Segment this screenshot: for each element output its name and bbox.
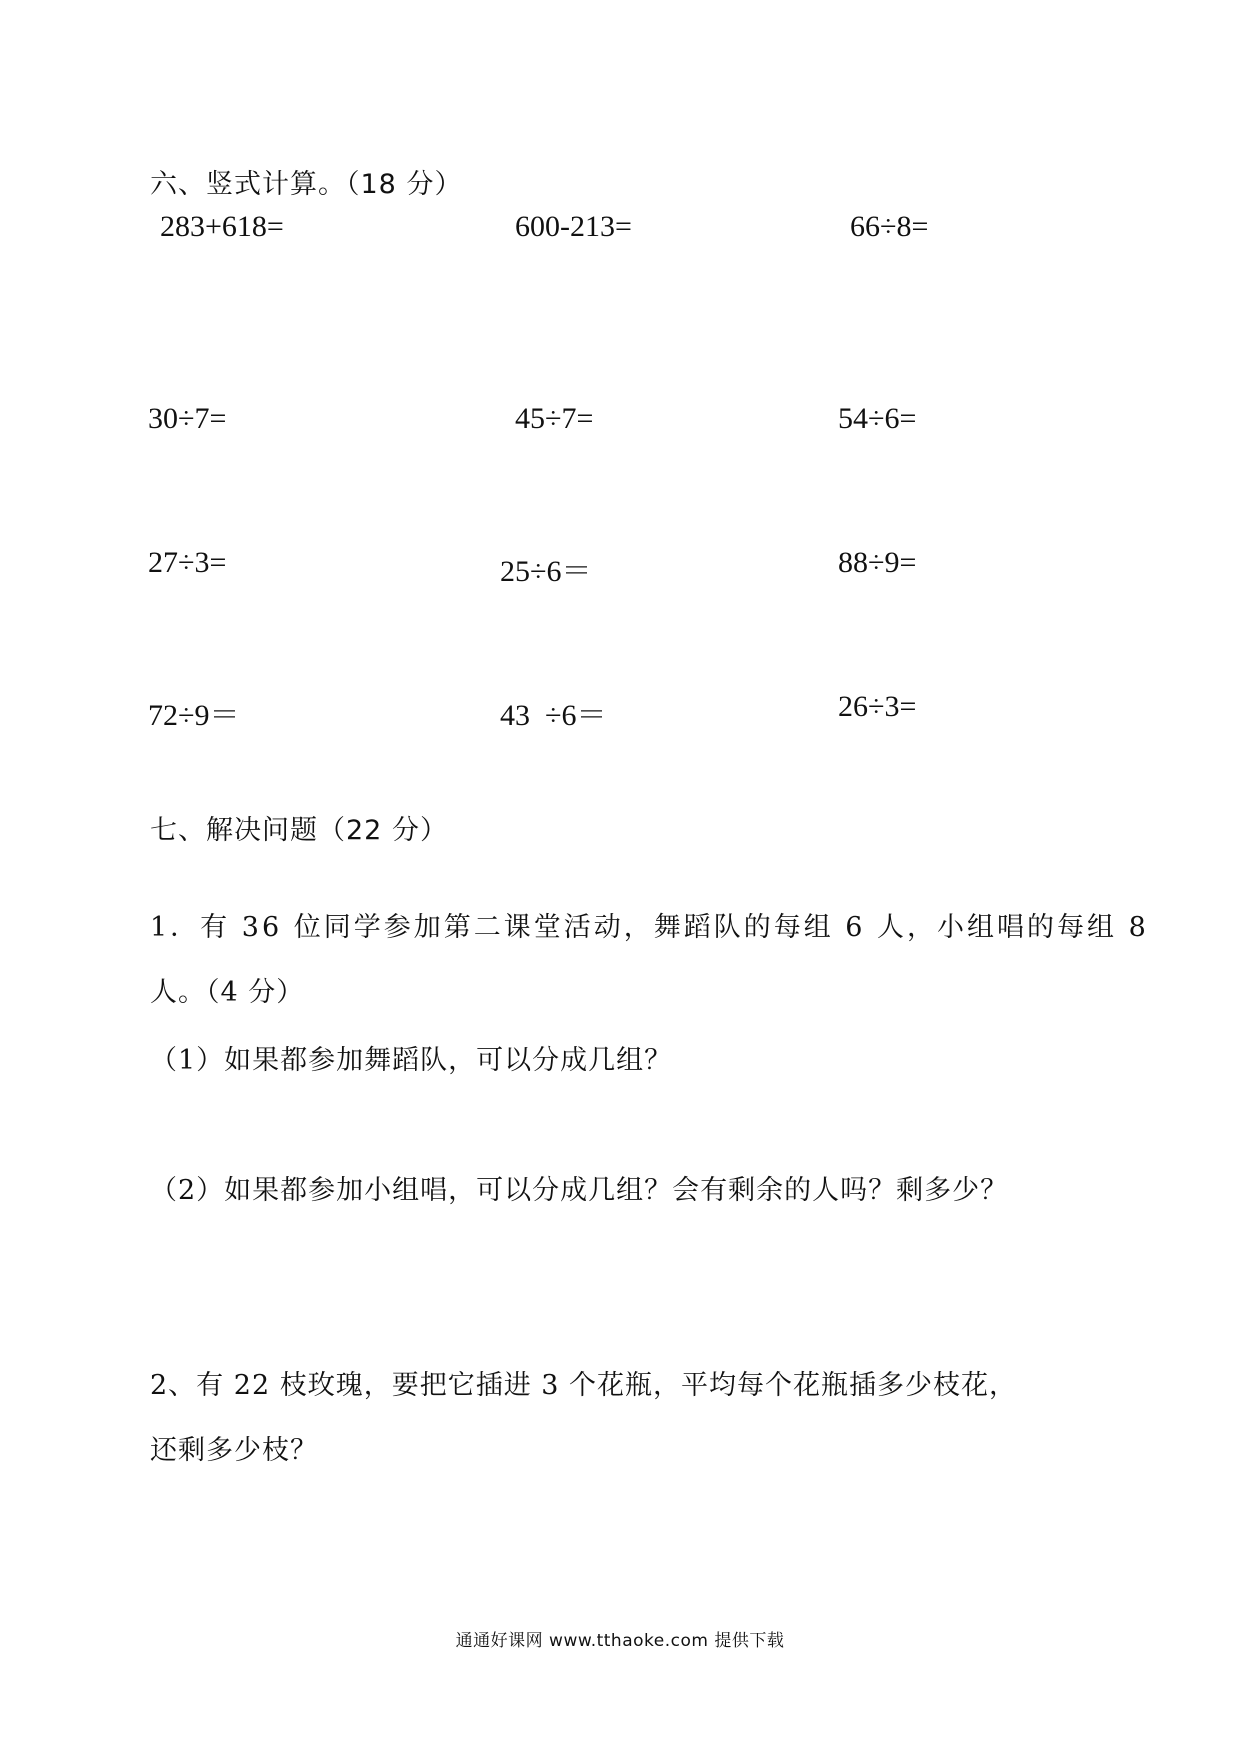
question-1-line-2: 人。（4 分） [150,977,305,1008]
problem-9: 88÷9= [838,546,917,579]
problem-3: 66÷8= [850,210,929,243]
section-seven-title: 七、解决问题（22 分） [150,815,448,846]
problem-2: 600-213= [515,210,632,243]
problem-11: 43 ÷6＝ [500,699,607,732]
footer-credit: 通通好课网 www.tthaoke.com 提供下载 [455,1631,785,1651]
problem-12: 26÷3= [838,690,917,723]
question-1-sub-2: （2）如果都参加小组唱，可以分成几组？会有剩余的人吗？剩多少？ [150,1175,1009,1206]
problem-1: 283+618= [160,210,284,243]
question-1-line-1: 1．有 36 位同学参加第二课堂活动，舞蹈队的每组 6 人，小组唱的每组 8 [150,912,1149,943]
problem-6: 54÷6= [838,402,917,435]
question-2-line-2: 还剩多少枝？ [150,1435,318,1466]
section-six-title: 六、竖式计算。（18 分） [150,169,463,200]
problem-10: 72÷9＝ [148,699,240,732]
question-1-sub-1: （1）如果都参加舞蹈队，可以分成几组？ [150,1045,673,1076]
problem-4: 30÷7= [148,402,227,435]
problem-7: 27÷3= [148,546,227,579]
question-2-line-1: 2、有 22 枝玫瑰，要把它插进 3 个花瓶，平均每个花瓶插多少枝花， [150,1370,1018,1401]
problem-8: 25÷6＝ [500,555,592,588]
problem-5: 45÷7= [515,402,594,435]
